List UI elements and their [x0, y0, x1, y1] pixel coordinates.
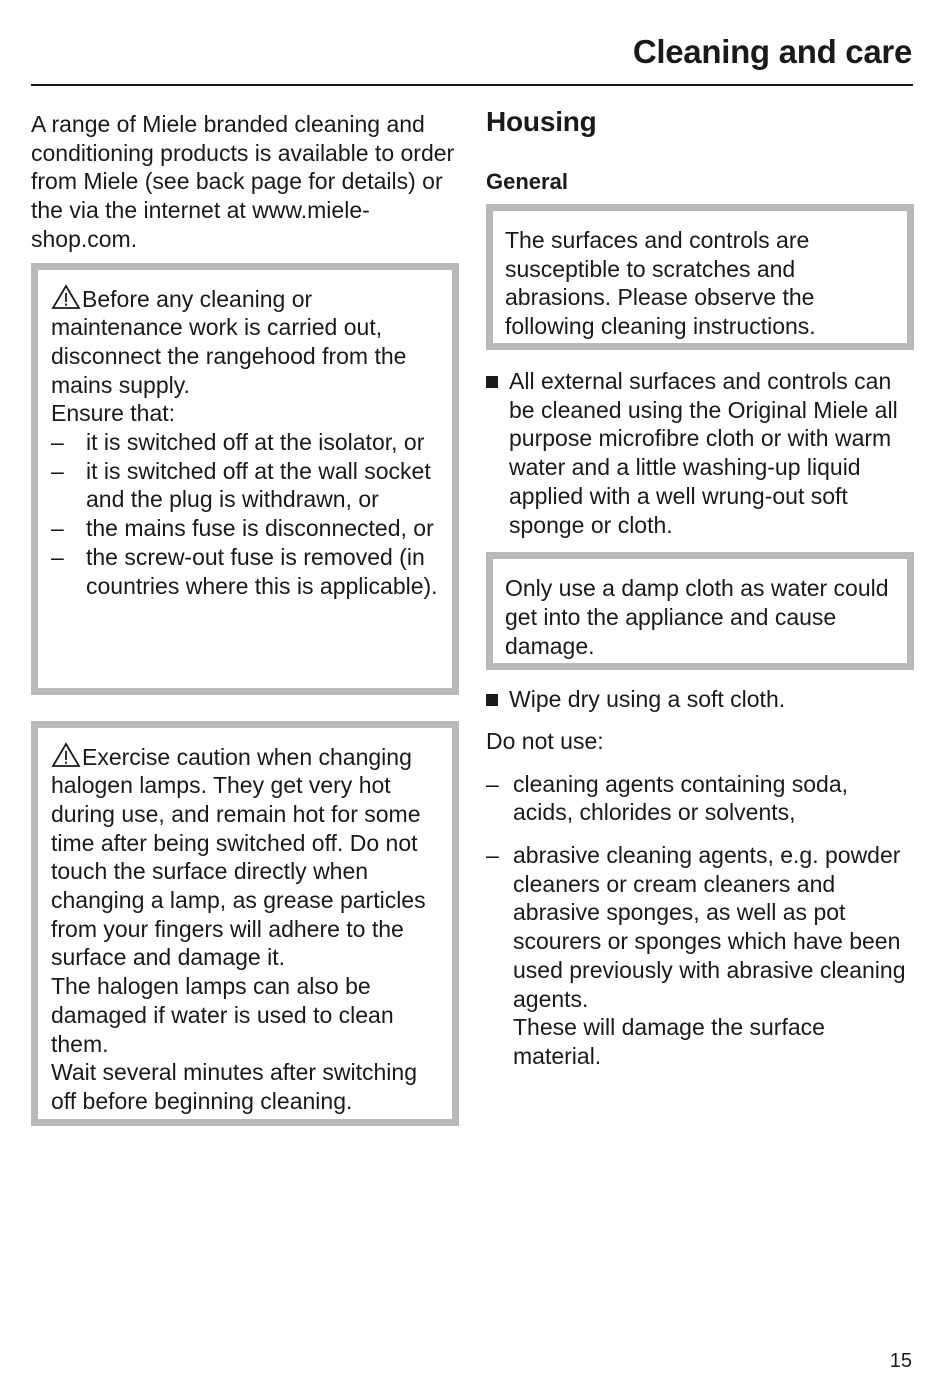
- list-item: – cleaning agents containing soda, acids, chlorides or solvents,: [486, 770, 849, 826]
- list-item: – it is switched off at the wall socket and the plug is withdrawn, or: [51, 457, 431, 513]
- page-title: Cleaning and care: [632, 33, 912, 70]
- dash-marker: –: [51, 429, 64, 456]
- page-number: 15: [889, 1350, 912, 1372]
- do-not-use-list: [486, 770, 914, 1071]
- note-text: The surfaces and controls are susceptible to scratches and abrasions. Please observe the following cleaning instructions.: [505, 227, 816, 340]
- warning-paragraph: The halogen lamps can also be damaged if water is used to clean them.: [51, 973, 394, 1057]
- header-divider: [31, 84, 913, 86]
- warning-paragraph: Wait several minutes after switching off before beginning cleaning.: [51, 1059, 418, 1114]
- do-not-use-label: Do not use:: [486, 727, 604, 754]
- dash-marker: –: [486, 770, 499, 797]
- right-column: [486, 104, 914, 1071]
- bullet-item: All external surfaces and controls can be cleaned using the Original Miele all purpose microfibre cloth or with warm water and a little washing-up liquid applied with a well wrung-out soft sponge or cloth.: [486, 367, 914, 539]
- note-box-surfaces: [486, 204, 914, 350]
- warning-box-halogen: [31, 721, 459, 1126]
- warning-triangle-icon: [51, 742, 81, 768]
- left-column: [31, 110, 459, 1126]
- warning-message: Before any cleaning or maintenance work is carried out, disconnect the rangehood from the mains supply.: [51, 285, 407, 398]
- dash-marker: –: [51, 515, 64, 542]
- warning-text: [51, 742, 442, 973]
- dash-marker: –: [51, 543, 64, 570]
- list-item: – abrasive cleaning agents, e.g. powder cleaners or cream cleaners and abrasive sponges, as well as pot scourers or sponges which have been used previously with abrasive cleaning agents. These will damage the surface material.: [486, 842, 906, 1069]
- list-item: – it is switched off at the isolator, or: [51, 429, 425, 456]
- bullet-square: [486, 376, 498, 388]
- ensure-list: [51, 428, 442, 600]
- bullet-square: [486, 694, 498, 706]
- warning-message: Exercise caution when changing halogen lamps. They get very hot during use, and remain hot for some time after being switched off. Do not touch the surface directly when changing a lamp, as grease particles from your fingers will adhere to the surface and damage it.: [51, 743, 426, 971]
- warning-box-disconnect: [31, 263, 459, 695]
- sub-heading: General: [486, 169, 568, 194]
- intro-paragraph: A range of Miele branded cleaning and conditioning products is available to order from Miele (see back page for details) or the via the internet at www.miele-shop.com.: [31, 111, 455, 252]
- dash-marker: –: [486, 842, 499, 869]
- bullet-item: Wipe dry using a soft cloth.: [486, 685, 914, 714]
- warning-text: [51, 284, 442, 400]
- list-item: – the screw-out fuse is removed (in countries where this is applicable).: [51, 543, 438, 599]
- list-item: – the mains fuse is disconnected, or: [51, 515, 434, 542]
- note-text: Only use a damp cloth as water could get into the appliance and cause damage.: [505, 575, 889, 659]
- note-box-damp-cloth: [486, 552, 914, 670]
- dash-marker: –: [51, 457, 64, 484]
- section-heading: Housing: [486, 106, 597, 137]
- ensure-label: Ensure that:: [51, 400, 176, 427]
- warning-triangle-icon: [51, 284, 81, 310]
